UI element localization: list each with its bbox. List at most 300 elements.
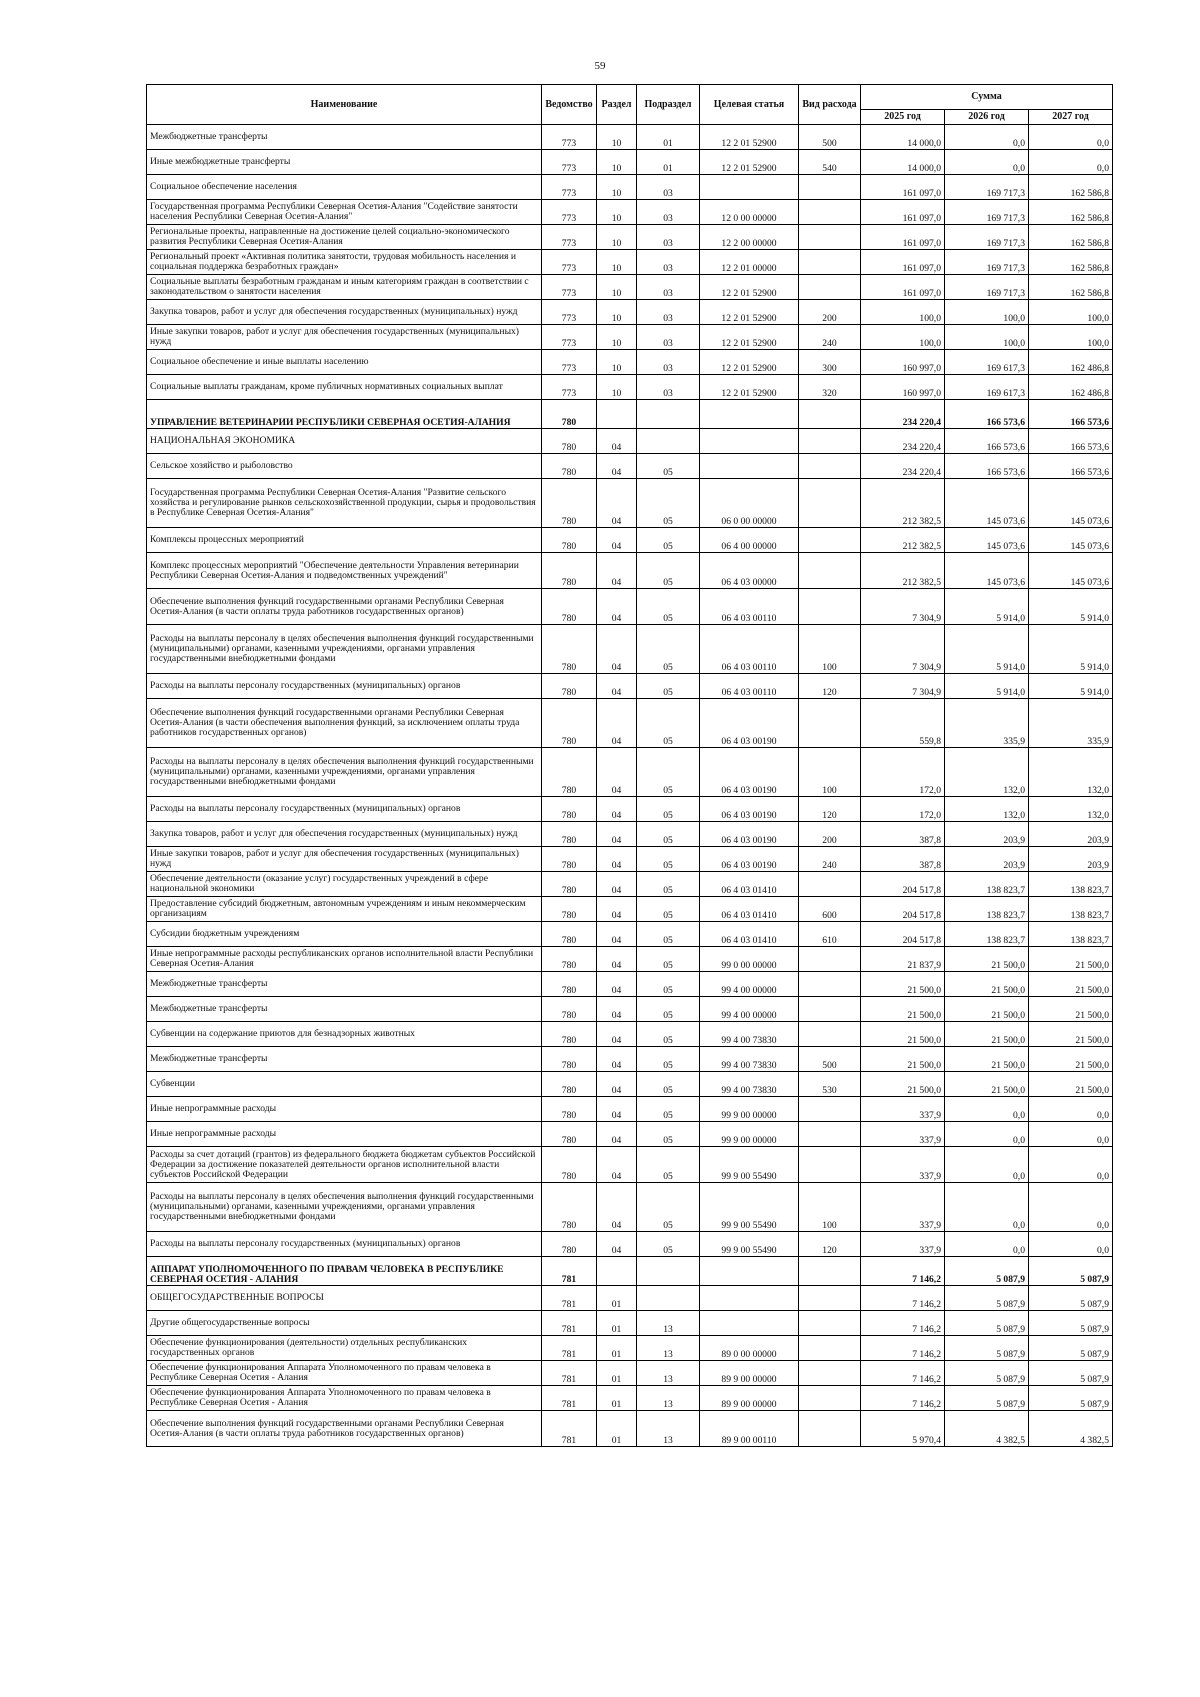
row-subsection: 05 <box>637 897 700 922</box>
row-expense-type <box>799 225 861 250</box>
table-row <box>147 972 1113 997</box>
row-sum-2027: 0,0 <box>1029 1183 1113 1232</box>
row-sum-2027: 132,0 <box>1029 797 1113 822</box>
row-expense-type: 300 <box>799 350 861 375</box>
row-dept: 780 <box>542 972 597 997</box>
row-subsection <box>637 429 700 454</box>
row-subsection: 13 <box>637 1311 700 1336</box>
row-expense-type: 120 <box>799 797 861 822</box>
row-name: Другие общегосударственные вопросы <box>147 1311 542 1336</box>
row-subsection: 03 <box>637 275 700 300</box>
row-name: Межбюджетные трансферты <box>147 997 542 1022</box>
row-sum-2027: 335,9 <box>1029 699 1113 748</box>
row-expense-type <box>799 454 861 479</box>
row-section: 04 <box>597 589 637 625</box>
table-row <box>147 1311 1113 1336</box>
row-target-article <box>700 1311 799 1336</box>
row-sum-2027: 5 914,0 <box>1029 625 1113 674</box>
row-subsection: 05 <box>637 1122 700 1147</box>
row-dept: 780 <box>542 1022 597 1047</box>
row-section: 04 <box>597 674 637 699</box>
row-dept: 773 <box>542 300 597 325</box>
row-expense-type <box>799 429 861 454</box>
table-row <box>147 250 1113 275</box>
row-target-article: 06 4 03 01410 <box>700 872 799 897</box>
table-row <box>147 528 1113 553</box>
row-section: 10 <box>597 175 637 200</box>
row-sum-2025: 161 097,0 <box>861 250 945 275</box>
row-subsection: 05 <box>637 972 700 997</box>
row-target-article: 06 4 03 00190 <box>700 797 799 822</box>
row-sum-2026: 21 500,0 <box>945 947 1029 972</box>
row-sum-2026: 5 087,9 <box>945 1257 1029 1286</box>
header-name: Наименование <box>147 85 542 125</box>
table-row <box>147 200 1113 225</box>
row-dept: 780 <box>542 947 597 972</box>
row-subsection: 03 <box>637 175 700 200</box>
row-sum-2026: 132,0 <box>945 748 1029 797</box>
table-row <box>147 674 1113 699</box>
row-sum-2027: 166 573,6 <box>1029 400 1113 429</box>
page-number: 59 <box>594 60 606 72</box>
row-subsection: 05 <box>637 797 700 822</box>
row-section: 04 <box>597 797 637 822</box>
row-sum-2027: 203,9 <box>1029 822 1113 847</box>
row-sum-2026: 169 717,3 <box>945 200 1029 225</box>
row-sum-2026: 169 717,3 <box>945 250 1029 275</box>
row-sum-2025: 160 997,0 <box>861 350 945 375</box>
row-sum-2027: 203,9 <box>1029 847 1113 872</box>
row-expense-type: 540 <box>799 150 861 175</box>
row-dept: 780 <box>542 1147 597 1183</box>
row-expense-type <box>799 479 861 528</box>
row-section: 04 <box>597 1232 637 1257</box>
table-row <box>147 175 1113 200</box>
row-sum-2026: 21 500,0 <box>945 997 1029 1022</box>
row-dept: 780 <box>542 1122 597 1147</box>
row-subsection: 03 <box>637 350 700 375</box>
table-header <box>147 85 1113 125</box>
row-section: 04 <box>597 947 637 972</box>
table-row <box>147 947 1113 972</box>
row-name: АППАРАТ УПОЛНОМОЧЕННОГО ПО ПРАВАМ ЧЕЛОВЕКА В РЕСПУБЛИКЕ СЕВЕРНАЯ ОСЕТИЯ - АЛАНИЯ <box>147 1257 542 1286</box>
row-name: Сельское хозяйство и рыболовство <box>147 454 542 479</box>
row-name: Межбюджетные трансферты <box>147 1047 542 1072</box>
row-expense-type <box>799 947 861 972</box>
row-sum-2027: 100,0 <box>1029 300 1113 325</box>
row-name: Комплексы процессных мероприятий <box>147 528 542 553</box>
row-dept: 773 <box>542 250 597 275</box>
row-sum-2027: 138 823,7 <box>1029 872 1113 897</box>
row-section: 04 <box>597 922 637 947</box>
row-sum-2026: 166 573,6 <box>945 400 1029 429</box>
row-name: Обеспечение функционирования (деятельности) отдельных республиканских государственных органов <box>147 1336 542 1361</box>
row-dept: 780 <box>542 553 597 589</box>
row-section: 04 <box>597 997 637 1022</box>
row-sum-2026: 145 073,6 <box>945 553 1029 589</box>
row-target-article: 99 0 00 00000 <box>700 947 799 972</box>
row-target-article: 99 9 00 55490 <box>700 1147 799 1183</box>
row-target-article: 99 4 00 00000 <box>700 997 799 1022</box>
row-sum-2027: 5 087,9 <box>1029 1311 1113 1336</box>
row-section: 04 <box>597 1183 637 1232</box>
row-name: Расходы на выплаты персоналу государственных (муниципальных) органов <box>147 797 542 822</box>
row-sum-2025: 21 500,0 <box>861 1047 945 1072</box>
row-sum-2026: 203,9 <box>945 822 1029 847</box>
row-sum-2026: 21 500,0 <box>945 1022 1029 1047</box>
row-subsection: 05 <box>637 947 700 972</box>
row-sum-2027: 0,0 <box>1029 1232 1113 1257</box>
row-dept: 781 <box>542 1311 597 1336</box>
table-row <box>147 1411 1113 1447</box>
row-section: 10 <box>597 350 637 375</box>
row-section: 10 <box>597 375 637 400</box>
row-sum-2026: 0,0 <box>945 150 1029 175</box>
row-subsection: 05 <box>637 847 700 872</box>
row-subsection: 05 <box>637 1072 700 1097</box>
table-row <box>147 275 1113 300</box>
table-row <box>147 1232 1113 1257</box>
row-expense-type <box>799 553 861 589</box>
row-subsection: 03 <box>637 200 700 225</box>
row-sum-2026: 21 500,0 <box>945 972 1029 997</box>
row-dept: 780 <box>542 1072 597 1097</box>
row-sum-2025: 172,0 <box>861 797 945 822</box>
row-sum-2027: 5 087,9 <box>1029 1361 1113 1386</box>
row-expense-type: 320 <box>799 375 861 400</box>
row-sum-2025: 7 304,9 <box>861 674 945 699</box>
row-sum-2025: 160 997,0 <box>861 375 945 400</box>
row-name: Иные непрограммные расходы республиканских органов исполнительной власти Республики Северная Осетия-Алания <box>147 947 542 972</box>
row-dept: 780 <box>542 797 597 822</box>
table-row <box>147 150 1113 175</box>
row-sum-2025: 100,0 <box>861 325 945 350</box>
row-target-article: 06 0 00 00000 <box>700 479 799 528</box>
row-dept: 780 <box>542 847 597 872</box>
row-subsection: 05 <box>637 1147 700 1183</box>
row-sum-2026: 5 914,0 <box>945 589 1029 625</box>
row-expense-type: 240 <box>799 847 861 872</box>
row-name: Субвенции <box>147 1072 542 1097</box>
row-sum-2026: 0,0 <box>945 1097 1029 1122</box>
row-expense-type <box>799 528 861 553</box>
row-section: 01 <box>597 1286 637 1311</box>
row-dept: 780 <box>542 897 597 922</box>
row-target-article: 06 4 00 00000 <box>700 528 799 553</box>
table-row <box>147 125 1113 150</box>
table-row <box>147 897 1113 922</box>
row-expense-type <box>799 250 861 275</box>
row-expense-type <box>799 589 861 625</box>
row-section: 04 <box>597 872 637 897</box>
row-sum-2026: 169 617,3 <box>945 350 1029 375</box>
table-row <box>147 748 1113 797</box>
row-sum-2026: 335,9 <box>945 699 1029 748</box>
row-sum-2026: 145 073,6 <box>945 528 1029 553</box>
row-sum-2026: 203,9 <box>945 847 1029 872</box>
row-subsection <box>637 400 700 429</box>
row-section: 04 <box>597 454 637 479</box>
row-target-article: 99 4 00 00000 <box>700 972 799 997</box>
row-sum-2027: 21 500,0 <box>1029 1047 1113 1072</box>
row-sum-2025: 161 097,0 <box>861 175 945 200</box>
header-sum: Сумма <box>861 85 1113 110</box>
header-year-2026: 2026 год <box>945 110 1029 125</box>
table-row <box>147 300 1113 325</box>
row-target-article: 99 9 00 00000 <box>700 1097 799 1122</box>
row-sum-2026: 5 087,9 <box>945 1361 1029 1386</box>
row-target-article: 89 0 00 00000 <box>700 1336 799 1361</box>
row-name: Расходы на выплаты персоналу в целях обеспечения выполнения функций государственными (муниципальными) органами, казенными учреждениями, органами управления государственными внебюджетными фондами <box>147 1183 542 1232</box>
table-row <box>147 375 1113 400</box>
table-row <box>147 1286 1113 1311</box>
row-section: 10 <box>597 325 637 350</box>
row-sum-2027: 166 573,6 <box>1029 429 1113 454</box>
table-row <box>147 589 1113 625</box>
row-sum-2025: 7 304,9 <box>861 589 945 625</box>
row-sum-2027: 162 586,8 <box>1029 250 1113 275</box>
row-target-article: 99 9 00 55490 <box>700 1232 799 1257</box>
row-name: Расходы на выплаты персоналу в целях обеспечения выполнения функций государственными (муниципальными) органами, казенными учреждениями, органами управления государственными внебюджетными фондами <box>147 625 542 674</box>
row-sum-2025: 21 500,0 <box>861 1022 945 1047</box>
row-sum-2026: 132,0 <box>945 797 1029 822</box>
row-subsection: 05 <box>637 528 700 553</box>
row-sum-2027: 100,0 <box>1029 325 1113 350</box>
row-sum-2027: 5 087,9 <box>1029 1336 1113 1361</box>
row-dept: 780 <box>542 454 597 479</box>
row-name: Межбюджетные трансферты <box>147 972 542 997</box>
row-sum-2027: 21 500,0 <box>1029 1022 1113 1047</box>
row-section: 01 <box>597 1411 637 1447</box>
row-expense-type: 200 <box>799 300 861 325</box>
row-sum-2027: 145 073,6 <box>1029 553 1113 589</box>
row-target-article <box>700 175 799 200</box>
row-sum-2025: 7 146,2 <box>861 1361 945 1386</box>
row-dept: 773 <box>542 125 597 150</box>
row-subsection: 05 <box>637 625 700 674</box>
row-target-article: 12 2 01 52900 <box>700 275 799 300</box>
row-sum-2027: 132,0 <box>1029 748 1113 797</box>
row-section: 10 <box>597 250 637 275</box>
row-expense-type <box>799 1022 861 1047</box>
row-expense-type: 500 <box>799 1047 861 1072</box>
row-dept: 773 <box>542 325 597 350</box>
row-sum-2025: 387,8 <box>861 822 945 847</box>
row-sum-2025: 21 500,0 <box>861 997 945 1022</box>
row-expense-type: 530 <box>799 1072 861 1097</box>
row-target-article: 06 4 03 01410 <box>700 922 799 947</box>
row-sum-2025: 7 146,2 <box>861 1286 945 1311</box>
header-expense-type: Вид расхода <box>799 85 861 125</box>
row-sum-2027: 21 500,0 <box>1029 972 1113 997</box>
table-row <box>147 1386 1113 1411</box>
row-sum-2026: 166 573,6 <box>945 429 1029 454</box>
row-target-article: 99 4 00 73830 <box>700 1072 799 1097</box>
row-expense-type <box>799 275 861 300</box>
row-sum-2025: 204 517,8 <box>861 897 945 922</box>
row-sum-2025: 204 517,8 <box>861 922 945 947</box>
table-row <box>147 699 1113 748</box>
row-dept: 780 <box>542 479 597 528</box>
row-sum-2025: 212 382,5 <box>861 479 945 528</box>
row-subsection: 03 <box>637 250 700 275</box>
row-dept: 773 <box>542 375 597 400</box>
row-target-article: 06 4 03 00110 <box>700 674 799 699</box>
row-subsection: 05 <box>637 553 700 589</box>
row-expense-type: 200 <box>799 822 861 847</box>
row-expense-type <box>799 1311 861 1336</box>
row-section: 04 <box>597 847 637 872</box>
row-sum-2025: 337,9 <box>861 1097 945 1122</box>
table-row <box>147 479 1113 528</box>
row-expense-type <box>799 1411 861 1447</box>
row-section: 10 <box>597 300 637 325</box>
row-subsection: 13 <box>637 1411 700 1447</box>
row-target-article <box>700 454 799 479</box>
row-expense-type <box>799 1386 861 1411</box>
row-sum-2027: 162 586,8 <box>1029 200 1113 225</box>
row-expense-type <box>799 1361 861 1386</box>
row-name: Предоставление субсидий бюджетным, автономным учреждениям и иным некоммерческим организациям <box>147 897 542 922</box>
row-sum-2027: 162 586,8 <box>1029 275 1113 300</box>
row-sum-2027: 0,0 <box>1029 1097 1113 1122</box>
row-name: Иные непрограммные расходы <box>147 1122 542 1147</box>
row-subsection: 05 <box>637 589 700 625</box>
row-sum-2025: 337,9 <box>861 1183 945 1232</box>
row-sum-2026: 169 717,3 <box>945 175 1029 200</box>
row-subsection: 05 <box>637 674 700 699</box>
row-name: Субсидии бюджетным учреждениям <box>147 922 542 947</box>
row-expense-type: 240 <box>799 325 861 350</box>
row-name: ОБЩЕГОСУДАРСТВЕННЫЕ ВОПРОСЫ <box>147 1286 542 1311</box>
row-expense-type: 100 <box>799 1183 861 1232</box>
row-subsection: 05 <box>637 1183 700 1232</box>
row-sum-2026: 5 914,0 <box>945 674 1029 699</box>
row-expense-type: 120 <box>799 674 861 699</box>
row-sum-2025: 14 000,0 <box>861 125 945 150</box>
row-section: 04 <box>597 1022 637 1047</box>
row-sum-2025: 204 517,8 <box>861 872 945 897</box>
row-expense-type: 100 <box>799 748 861 797</box>
row-dept: 780 <box>542 997 597 1022</box>
row-target-article: 06 4 03 00110 <box>700 589 799 625</box>
row-name: Социальное обеспечение и иные выплаты населению <box>147 350 542 375</box>
header-section: Раздел <box>597 85 637 125</box>
row-sum-2026: 166 573,6 <box>945 454 1029 479</box>
table-row <box>147 454 1113 479</box>
row-name: Субвенции на содержание приютов для безнадзорных животных <box>147 1022 542 1047</box>
row-target-article: 12 2 01 52900 <box>700 125 799 150</box>
row-target-article: 12 2 00 00000 <box>700 225 799 250</box>
table-row <box>147 1072 1113 1097</box>
row-name: Обеспечение деятельности (оказание услуг) государственных учреждений в сфере национальной экономики <box>147 872 542 897</box>
table-row <box>147 325 1113 350</box>
row-sum-2027: 21 500,0 <box>1029 947 1113 972</box>
row-name: Расходы за счет дотаций (грантов) из федерального бюджета бюджетам субъектов Российской Федерации за достижение показателей деятельности органов исполнительной власти субъектов Российской Федерации <box>147 1147 542 1183</box>
table-row <box>147 1097 1113 1122</box>
row-sum-2026: 5 087,9 <box>945 1286 1029 1311</box>
row-name: Социальные выплаты безработным гражданам и иным категориям граждан в соответствии с законодательством о занятости населения <box>147 275 542 300</box>
row-dept: 773 <box>542 275 597 300</box>
row-sum-2027: 0,0 <box>1029 1147 1113 1183</box>
row-sum-2027: 166 573,6 <box>1029 454 1113 479</box>
department-row <box>147 400 1113 429</box>
row-dept: 780 <box>542 748 597 797</box>
row-sum-2026: 138 823,7 <box>945 897 1029 922</box>
row-target-article <box>700 429 799 454</box>
row-dept: 780 <box>542 1047 597 1072</box>
row-sum-2025: 387,8 <box>861 847 945 872</box>
row-expense-type <box>799 699 861 748</box>
row-section: 04 <box>597 429 637 454</box>
row-sum-2027: 0,0 <box>1029 125 1113 150</box>
row-sum-2026: 100,0 <box>945 325 1029 350</box>
row-sum-2025: 234 220,4 <box>861 429 945 454</box>
table-row <box>147 997 1113 1022</box>
row-subsection: 05 <box>637 1022 700 1047</box>
row-subsection: 05 <box>637 454 700 479</box>
row-dept: 781 <box>542 1386 597 1411</box>
row-name: Государственная программа Республики Северная Осетия-Алания "Развитие сельского хозяйства и регулирование рынков сельскохозяйственной продукции, сырья и продовольствия в Республике Северная Осетия-Алания" <box>147 479 542 528</box>
row-name: Обеспечение выполнения функций государственными органами Республики Северная Осетия-Алания (в части оплаты труда работников государственных органов) <box>147 1411 542 1447</box>
row-subsection: 05 <box>637 822 700 847</box>
row-subsection: 03 <box>637 325 700 350</box>
row-name: Иные непрограммные расходы <box>147 1097 542 1122</box>
row-name: Иные закупки товаров, работ и услуг для обеспечения государственных (муниципальных) нужд <box>147 847 542 872</box>
row-dept: 780 <box>542 1183 597 1232</box>
row-target-article: 12 2 01 52900 <box>700 300 799 325</box>
row-section: 04 <box>597 553 637 589</box>
row-subsection: 05 <box>637 872 700 897</box>
row-sum-2025: 161 097,0 <box>861 225 945 250</box>
row-target-article: 06 4 03 00190 <box>700 699 799 748</box>
row-expense-type: 600 <box>799 897 861 922</box>
table-row <box>147 625 1113 674</box>
row-subsection: 05 <box>637 479 700 528</box>
row-target-article: 12 2 01 52900 <box>700 350 799 375</box>
row-subsection: 01 <box>637 125 700 150</box>
table-row <box>147 429 1113 454</box>
row-target-article <box>700 1257 799 1286</box>
row-sum-2026: 5 087,9 <box>945 1311 1029 1336</box>
row-target-article: 99 9 00 55490 <box>700 1183 799 1232</box>
row-dept: 780 <box>542 528 597 553</box>
row-section: 04 <box>597 822 637 847</box>
row-sum-2026: 169 717,3 <box>945 275 1029 300</box>
row-sum-2025: 7 146,2 <box>861 1311 945 1336</box>
row-dept: 780 <box>542 699 597 748</box>
row-expense-type <box>799 1122 861 1147</box>
row-name: Закупка товаров, работ и услуг для обеспечения государственных (муниципальных) нужд <box>147 300 542 325</box>
row-section: 10 <box>597 275 637 300</box>
row-sum-2026: 0,0 <box>945 1147 1029 1183</box>
table-row <box>147 1336 1113 1361</box>
row-section: 04 <box>597 625 637 674</box>
row-name: Иные межбюджетные трансферты <box>147 150 542 175</box>
row-section: 04 <box>597 479 637 528</box>
row-section <box>597 400 637 429</box>
table-body <box>147 125 1113 1447</box>
row-subsection: 05 <box>637 1232 700 1257</box>
row-sum-2026: 169 617,3 <box>945 375 1029 400</box>
row-sum-2025: 7 304,9 <box>861 625 945 674</box>
table-row <box>147 872 1113 897</box>
row-dept: 773 <box>542 200 597 225</box>
row-name: Закупка товаров, работ и услуг для обеспечения государственных (муниципальных) нужд <box>147 822 542 847</box>
row-dept: 773 <box>542 175 597 200</box>
row-section: 04 <box>597 699 637 748</box>
row-section: 04 <box>597 1097 637 1122</box>
